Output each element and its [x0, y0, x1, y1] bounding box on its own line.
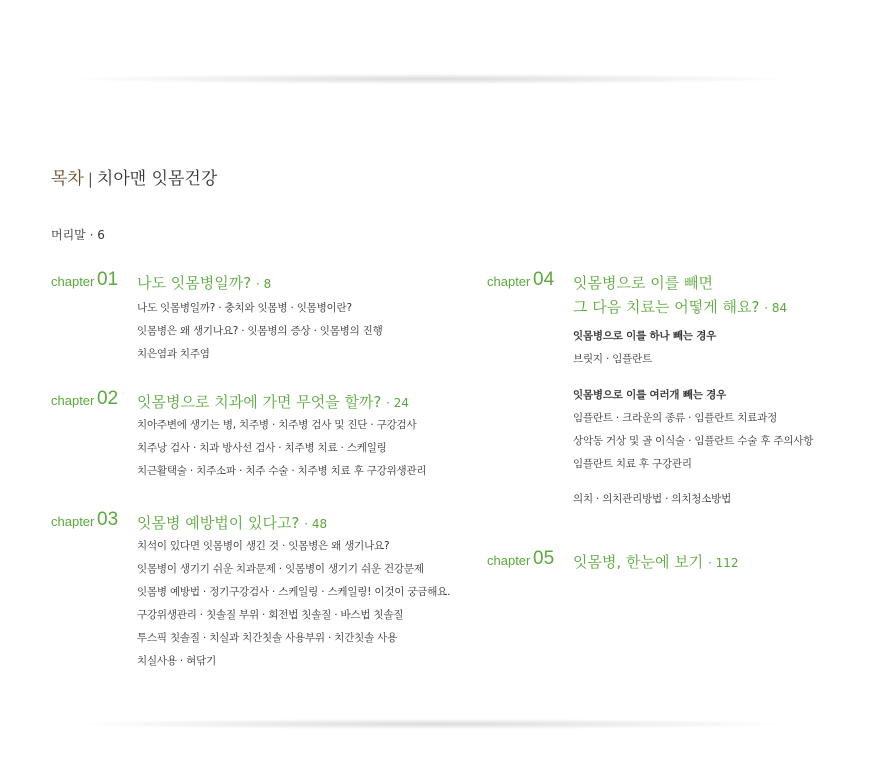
chapter-number: 05 [533, 548, 555, 569]
toc-item-line: 임플란트 치료 후 구강관리 [573, 458, 692, 470]
toc-item-line: 나도 잇몸병일까? · 충치와 잇몸병 · 잇몸병이란? [137, 302, 352, 314]
toc-item-line: 잇몸병이 생기기 쉬운 치과문제 · 잇몸병이 생기기 쉬운 건강문제 [137, 563, 424, 575]
toc-item-line: 치실사용 · 혀닦기 [137, 655, 217, 667]
toc-item-line: 의치 · 의치관리방법 · 의치청소방법 [573, 493, 732, 505]
chapter-page: · 84 [764, 301, 788, 315]
chapter-word: chapter [51, 393, 95, 408]
chapter-word: chapter [51, 274, 95, 289]
toc-item-line: 치아주변에 생기는 병, 치주병 · 치주병 검사 및 진단 · 구강검사 [137, 419, 417, 431]
toc-item-line: 치석이 있다면 잇몸병이 생긴 것 · 잇몸병은 왜 생기나요? [137, 540, 390, 552]
chapter-word: chapter [51, 514, 95, 529]
toc-header [51, 164, 217, 189]
chapter-page: · 48 [304, 517, 328, 531]
bottom-shadow-divider [84, 719, 778, 729]
toc-separator: | [87, 170, 93, 188]
toc-item-line: 구강위생관리 · 칫솔질 부위 · 회전법 칫솔질 · 바스법 칫솔질 [137, 609, 404, 621]
toc-item-line: 잇몸병 예방법 · 정기구강검사 · 스케일링 · 스케일링! 이것이 궁금해요. [137, 586, 451, 598]
toc-item-line: 투스픽 칫솔질 · 치실과 치간칫솔 사용부위 · 치간칫솔 사용 [137, 632, 398, 644]
chapter-items [137, 535, 450, 673]
chapter-title[interactable] [137, 511, 327, 536]
chapter-title[interactable] [137, 271, 271, 296]
top-shadow-divider [84, 74, 778, 84]
toc-item-line: 치주낭 검사 · 치과 방사선 검사 · 치주병 치료 · 스케일링 [137, 442, 387, 454]
chapter-title-line1: 잇몸병으로 이를 빼면 [573, 274, 713, 292]
chapter-title[interactable] [137, 390, 409, 415]
chapter-word: chapter [487, 274, 531, 289]
chapter-title-line2: 그 다음 치료는 어떻게 해요? [573, 298, 760, 316]
toc-item-line: 브릿지 · 임플란트 [573, 353, 653, 365]
preface-page: · 6 [89, 228, 105, 242]
toc-item-line: 치은염과 치주염 [137, 348, 210, 360]
chapter-word: chapter [487, 553, 531, 568]
toc-item-line: 치근활택술 · 치주소파 · 치주 수술 · 치주병 치료 후 구강위생관리 [137, 465, 427, 477]
book-title: 치아맨 잇몸건강 [96, 169, 218, 189]
chapter-title-text: 나도 잇몸병일까? [137, 274, 252, 292]
chapter-page: · 8 [255, 277, 272, 291]
chapter-items [137, 414, 426, 483]
preface-label: 머리말 [51, 228, 86, 242]
chapter-title[interactable] [573, 550, 739, 575]
chapter-number: 03 [97, 509, 119, 530]
chapter-title-text: 잇몸병으로 치과에 가면 무엇을 할까? [137, 393, 382, 411]
toc-subheading: 잇몸병으로 이를 하나 빼는 경우 [573, 330, 717, 342]
chapter-title[interactable] [573, 271, 787, 320]
preface-entry[interactable] [51, 226, 105, 243]
chapter-number: 01 [97, 269, 119, 290]
chapter-items [573, 325, 813, 511]
chapter-title-text: 잇몸병 예방법이 있다고? [137, 514, 300, 532]
toc-item-line: 임플란트 · 크라운의 종류 · 임플란트 치료과정 [573, 412, 778, 424]
chapter-title-text: 잇몸병, 한눈에 보기 [573, 553, 704, 571]
toc-item-line: 잇몸병은 왜 생기나요? · 잇몸병의 증상 · 잇몸병의 진행 [137, 325, 383, 337]
chapter-number: 04 [533, 269, 555, 290]
chapter-number: 02 [97, 388, 119, 409]
toc-subheading: 잇몸병으로 이를 여러개 빼는 경우 [573, 389, 727, 401]
toc-item-line: 상악동 거상 및 골 이식술 · 임플란트 수술 후 주의사항 [573, 435, 814, 447]
chapter-page: · 112 [708, 556, 739, 570]
chapter-items [137, 297, 383, 366]
chapter-page: · 24 [386, 396, 410, 410]
toc-label: 목차 [51, 169, 84, 189]
